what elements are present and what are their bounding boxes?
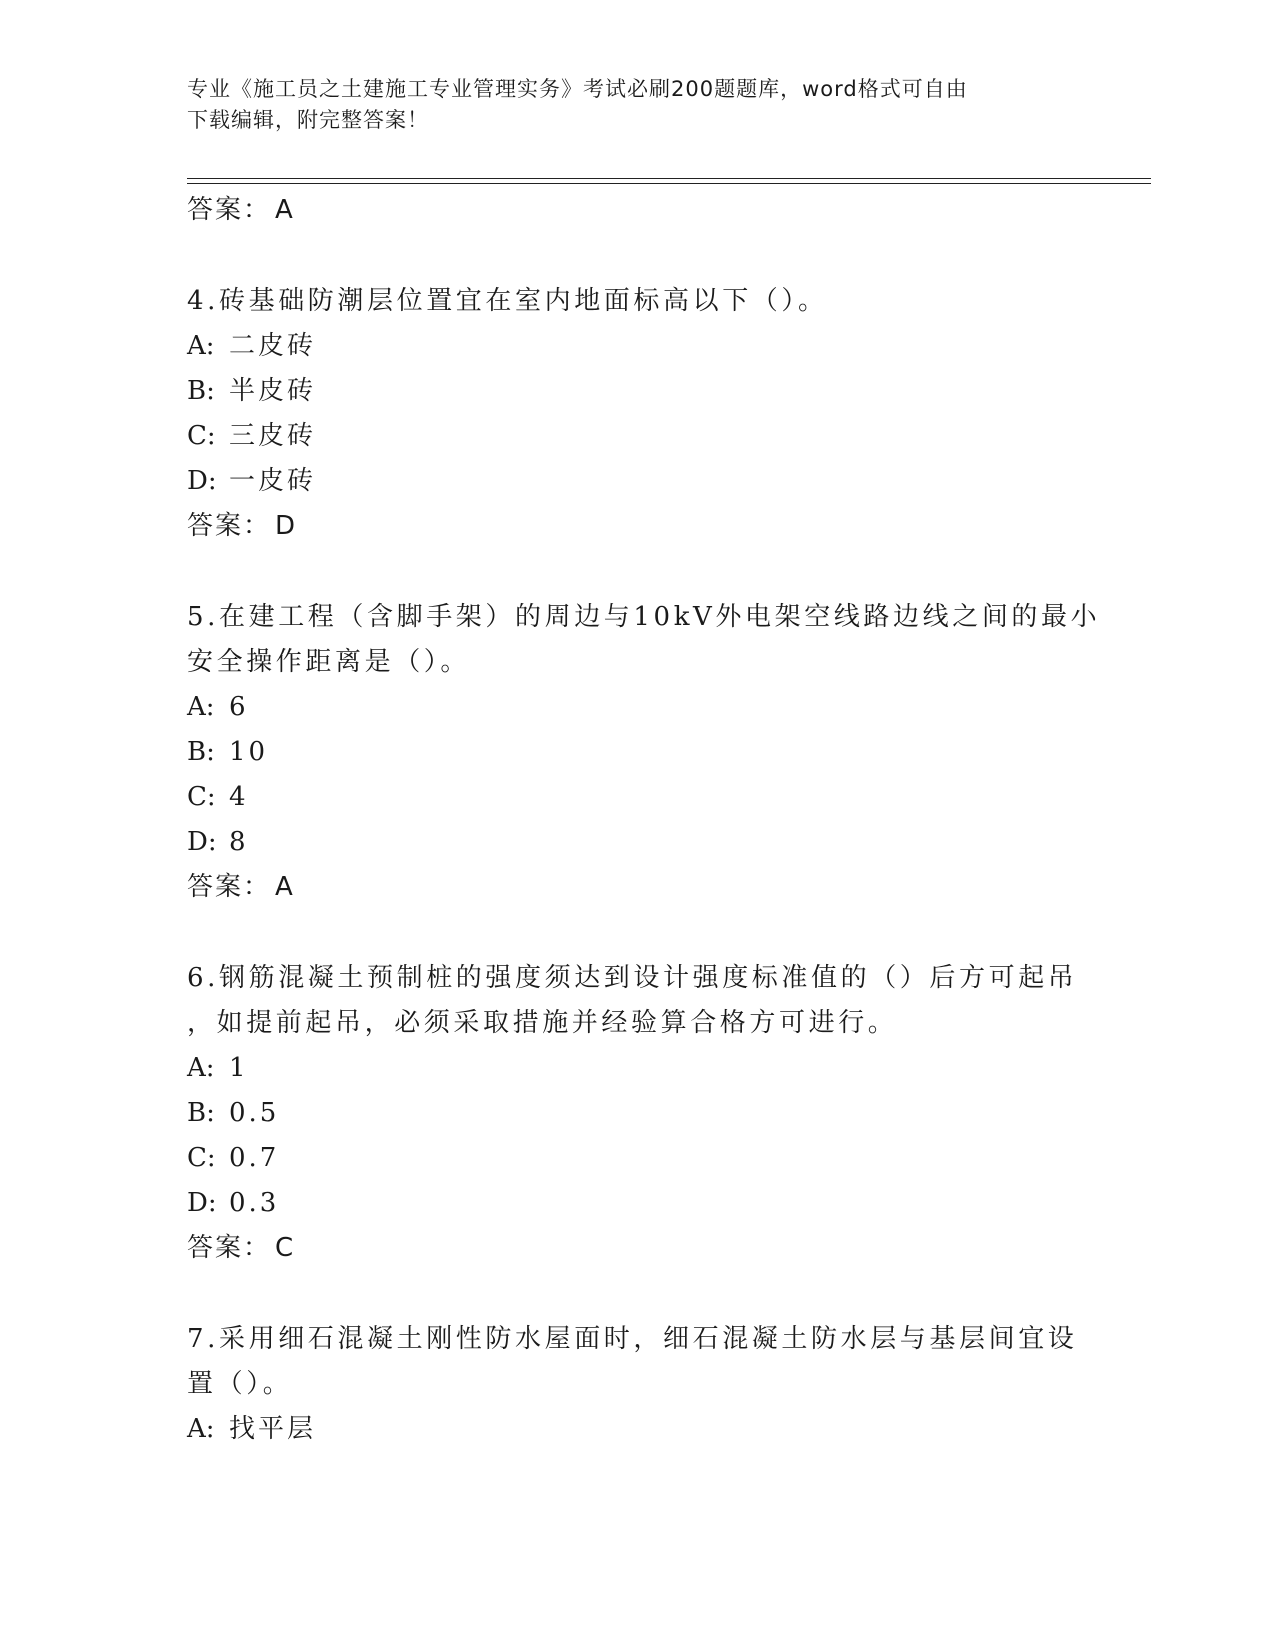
option-text: 8 <box>229 827 249 857</box>
answer-value: C <box>275 1233 294 1263</box>
option-a <box>187 1046 1087 1091</box>
option-letter: A: <box>187 1053 215 1083</box>
header-rule-top <box>187 178 1151 179</box>
option-text: 4 <box>229 782 249 812</box>
option-b <box>187 369 1087 414</box>
option-text: 三皮砖 <box>229 421 317 451</box>
option-letter: A: <box>187 331 215 361</box>
option-text: 10 <box>229 737 269 767</box>
option-text: 二皮砖 <box>229 331 317 361</box>
header-rule-bottom <box>187 183 1151 184</box>
option-letter: C: <box>187 421 216 451</box>
option-letter: C: <box>187 782 216 812</box>
answer-value: D <box>275 511 296 541</box>
header-line-2: 下载编辑，附完整答案！ <box>187 108 429 132</box>
question-stem-line: 7.采用细石混凝土刚性防水屋面时，细石混凝土防水层与基层间宜设 <box>187 1324 1078 1354</box>
question-7 <box>187 1317 1087 1452</box>
option-letter: C: <box>187 1143 216 1173</box>
answer-label: 答案： <box>187 195 272 225</box>
option-letter: D: <box>187 1188 217 1218</box>
option-letter: D: <box>187 466 217 496</box>
option-text: 1 <box>229 1053 249 1083</box>
option-b <box>187 1091 1087 1136</box>
question-stem <box>187 956 1087 1046</box>
answer-line <box>187 1226 1087 1271</box>
option-a <box>187 1407 1087 1452</box>
option-c <box>187 775 1087 820</box>
option-letter: A: <box>187 1414 215 1444</box>
answer-label: 答案： <box>187 1233 272 1263</box>
header-line-1: 专业《施工员之土建施工专业管理实务》考试必刷200题题库，word格式可自由 <box>187 77 968 101</box>
option-text: 0.5 <box>229 1098 280 1128</box>
question-4 <box>187 279 1087 549</box>
question-stem <box>187 595 1101 685</box>
question-stem-line: 6.钢筋混凝土预制桩的强度须达到设计强度标准值的（）后方可起吊 <box>187 963 1078 993</box>
option-letter: B: <box>187 1098 215 1128</box>
option-letter: B: <box>187 737 215 767</box>
option-d <box>187 459 1087 504</box>
option-d <box>187 820 1087 865</box>
question-6 <box>187 956 1087 1271</box>
option-c <box>187 414 1087 459</box>
option-text: 一皮砖 <box>229 466 317 496</box>
answer-label: 答案： <box>187 872 272 902</box>
answer-value: A <box>275 872 293 902</box>
question-stem-line: 置（）。 <box>187 1369 293 1399</box>
option-text: 半皮砖 <box>229 376 317 406</box>
answer-value: A <box>275 195 293 225</box>
question-5 <box>187 595 1101 910</box>
question-stem-line: 5.在建工程（含脚手架）的周边与10kV外电架空线路边线之间的最小 <box>187 602 1101 632</box>
option-b <box>187 730 1087 775</box>
question-stem-line: 安全操作距离是（）。 <box>187 647 471 677</box>
question-stem <box>187 1317 1087 1407</box>
answer-line <box>187 188 1087 233</box>
question-stem <box>187 279 1087 324</box>
option-a <box>187 324 1087 369</box>
option-text: 0.7 <box>229 1143 280 1173</box>
answer-line <box>187 865 1087 910</box>
option-letter: B: <box>187 376 215 406</box>
option-text: 找平层 <box>229 1414 317 1444</box>
question-stem-line: ，如提前起吊，必须采取措施并经验算合格方可进行。 <box>187 1008 898 1038</box>
answer-label: 答案： <box>187 511 272 541</box>
option-text: 0.3 <box>229 1188 280 1218</box>
document-header <box>187 74 1087 136</box>
option-letter: D: <box>187 827 217 857</box>
question-stem-line: 4.砖基础防潮层位置宜在室内地面标高以下（）。 <box>187 286 828 316</box>
answer-line <box>187 504 1087 549</box>
option-text: 6 <box>229 692 249 722</box>
option-letter: A: <box>187 692 215 722</box>
option-c <box>187 1136 1087 1181</box>
question-list <box>187 188 1101 1452</box>
option-a <box>187 685 1087 730</box>
option-d <box>187 1181 1087 1226</box>
